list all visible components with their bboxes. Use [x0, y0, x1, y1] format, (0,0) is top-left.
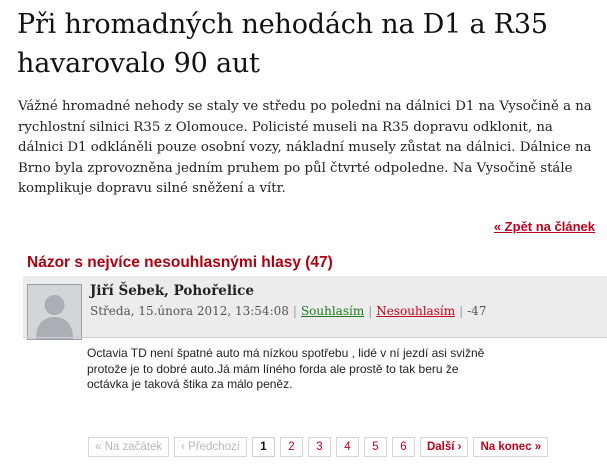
user-silhouette-icon [28, 285, 81, 339]
page-4-link[interactable]: 4 [336, 437, 359, 457]
divider: | [368, 304, 373, 318]
comment-score: -47 [467, 304, 487, 318]
section-title: Názor s nejvíce nesouhlasnými hlasy (47) [27, 254, 333, 271]
comment-date: Středa, 15.února 2012, 13:54:08 [90, 304, 289, 318]
page-6-link[interactable]: 6 [392, 437, 415, 457]
page-2-link[interactable]: 2 [280, 437, 303, 457]
comment-author: Jiří Šebek, Pohořelice [90, 283, 254, 299]
comment-meta [90, 304, 486, 318]
article-perex: Vážné hromadné nehody se staly ve středu po poledni na dálnici D1 na Vysočině a na rychlostní silnici R35 z Olomouce. Policisté museli na R35 dopravu odklonit, na dálnici D1 odkláněli pouze osobní vozy, nákladní musely zůstat na dálnici. Dálnice na Brno byla zprovozněna jedním pruhem po půl čtvrté odpoledne. Na Vysočině stále komplikuje dopravu silné sněžení a vítr. [18, 99, 592, 196]
divider: | [292, 304, 297, 318]
article-headline: Při hromadných nehodách na D1 a R35 havarovalo 90 aut [17, 9, 548, 79]
page-5-link[interactable]: 5 [364, 437, 387, 457]
agree-button[interactable]: Souhlasím [300, 304, 365, 318]
disagree-button[interactable]: Nesouhlasím [376, 304, 456, 318]
divider: | [459, 304, 464, 318]
next-page-button[interactable]: Další › [420, 437, 469, 457]
comment-divider [23, 337, 607, 338]
first-page-button: « Na začátek [88, 437, 169, 457]
page-3-link[interactable]: 3 [308, 437, 331, 457]
comment-text: Octavia TD není špatné auto má nízkou spotřebu , lidé v ní jezdí asi svižně protože je to dobré auto.Já mám líného forda ale prostě to tak beru že octávka je taková štika za málo peněz. [87, 346, 485, 392]
last-page-button[interactable]: Na konec » [473, 437, 548, 457]
page-1-current: 1 [252, 437, 275, 457]
pagination [88, 437, 548, 457]
back-to-article-link[interactable]: « Zpět na článek [493, 219, 595, 234]
avatar [27, 284, 82, 340]
previous-page-button: ‹ Předchozí [174, 437, 247, 457]
